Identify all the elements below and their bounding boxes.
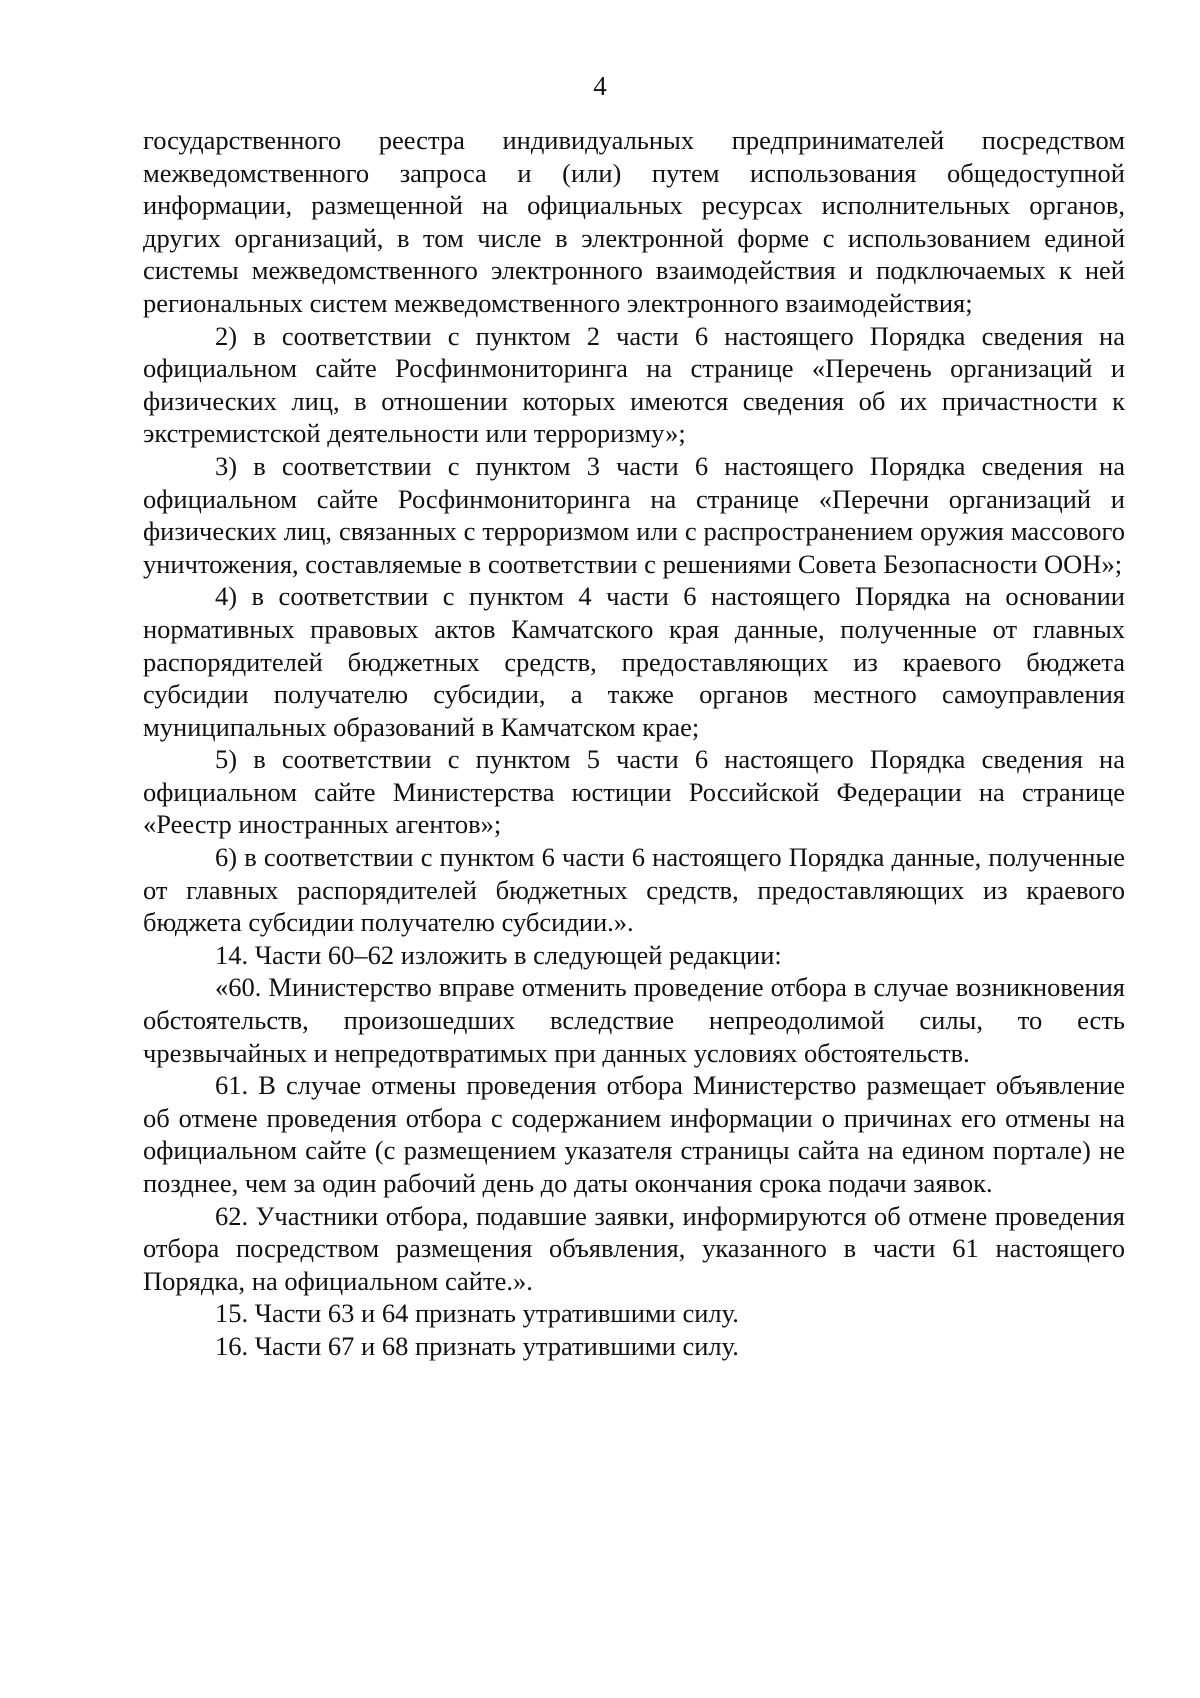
- paragraph-part-62: 62. Участники отбора, подавшие заявки, информируются об отмене проведения отбора посредством размещения объявления, указанного в части 61 настоящего Порядка, на официальном сайте.».: [143, 1200, 1125, 1296]
- paragraph-continuation: государственного реестра индивидуальных предпринимателей посредством межведомственного запроса и (или) путем использования общедоступной информации, размещенной на официальных ресурсах исполнительных органов, других организаций, в том числе в электронной форме с использованием единой системы межведомственного электронного взаимодействия и подключаемых к ней региональных систем межведомственного электронного взаимодействия;: [143, 125, 1125, 318]
- paragraph-part-60: «60. Министерство вправе отменить проведение отбора в случае возникновения обстоятельств, произошедших вследствие непреодолимой силы, то есть чрезвычайных и непредотвратимых при данных условиях обстоятельств.: [143, 972, 1125, 1068]
- paragraph-item-4: 4) в соответствии с пунктом 4 части 6 настоящего Порядка на основании нормативных правовых актов Камчатского края данные, полученные от главных распорядителей бюджетных средств, предоставляющих из краевого бюджета субсидии получателю субсидии, а также органов местного самоуправления муниципальных образований в Камчатском крае;: [143, 581, 1125, 742]
- paragraph-point-15: 15. Части 63 и 64 признать утратившими силу.: [215, 1298, 739, 1329]
- paragraph-point-16: 16. Части 67 и 68 признать утратившими силу.: [215, 1330, 739, 1361]
- paragraph-item-2: 2) в соответствии с пунктом 2 части 6 настоящего Порядка сведения на официальном сайте Росфинмониторинга на странице «Перечень организаций и физических лиц, в отношении которых имеются сведения об их причастности к экстремистской деятельности или терроризму»;: [143, 320, 1125, 449]
- paragraph-item-3: 3) в соответствии с пунктом 3 части 6 настоящего Порядка сведения на официальном сайте Росфинмониторинга на странице «Перечни организаций и физических лиц, связанных с терроризмом или с распространением оружия массового уничтожения, составляемые в соответствии с решениями Совета Безопасности ООН»;: [143, 450, 1125, 579]
- page-number: 4: [593, 71, 607, 101]
- paragraph-item-5: 5) в соответствии с пунктом 5 части 6 настоящего Порядка сведения на официальном сайте Министерства юстиции Российской Федерации на странице «Реестр иностранных агентов»;: [143, 744, 1125, 840]
- paragraph-point-14: 14. Части 60–62 изложить в следующей редакции:: [215, 939, 782, 970]
- paragraph-part-61: 61. В случае отмены проведения отбора Министерство размещает объявление об отмене проведения отбора с содержанием информации о причинах его отмены на официальном сайте (с размещением указателя страницы сайта на едином портале) не позднее, чем за один рабочий день до даты окончания срока подачи заявок.: [143, 1070, 1125, 1198]
- paragraph-item-6: 6) в соответствии с пунктом 6 части 6 настоящего Порядка данные, полученные от главных распорядителей бюджетных средств, предоставляющих из краевого бюджета субсидии получателю субсидии.».: [143, 842, 1125, 938]
- document-body: [143, 124, 1125, 1363]
